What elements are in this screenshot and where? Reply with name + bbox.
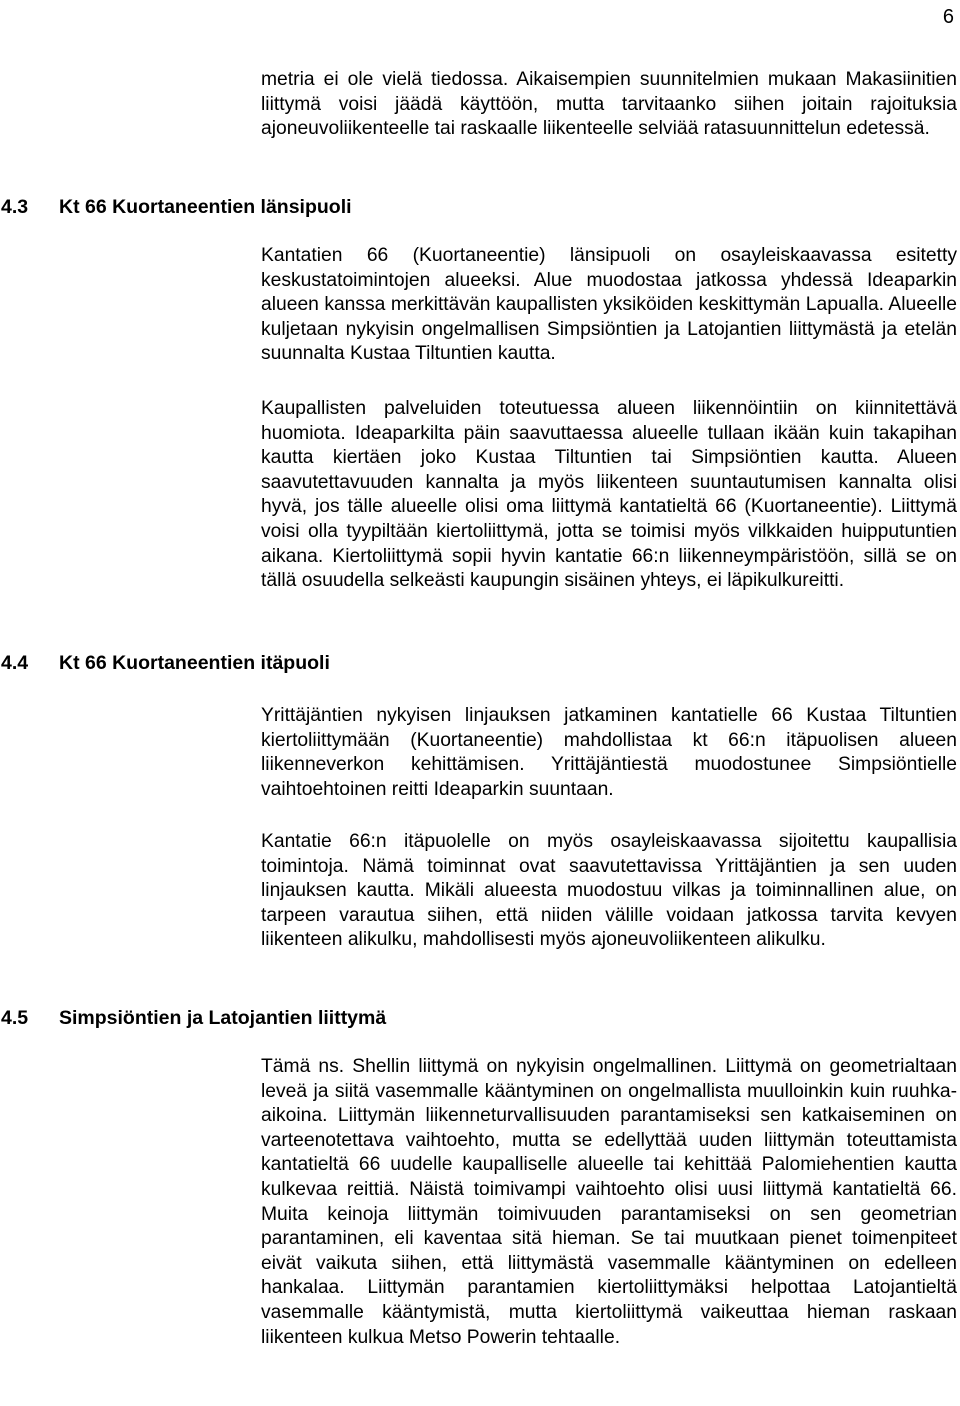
heading-title: Kt 66 Kuortaneentien itäpuoli bbox=[59, 652, 330, 674]
paragraph-junction: Tämä ns. Shellin liittymä on nykyisin ongelmallinen. Liittymä on geometrialtaan leveä ja siitä vasemmalle kääntyminen on ongelmallista muulloinkin kuin ruuhka-aikoina. Liittymän liikenneturvallisuuden parantamiseksi sen katkaiseminen on varteenotettava vaihtoehto, mutta se edellyttää uuden liittymän toteuttamista kantatieltä 66 uudelle kaupalliselle alueelle tai kehittää Palomiehentien kautta kulkevaa reittiä. Näistä toimivampi vaihtoehto olisi uusi liittymä kantatieltä 66. Muita keinoja liittymän toimivuuden parantamiseksi on sen geometrian parantaminen, eli kaventaa sitä hieman. Se tai muutkaan pienet toimenpiteet eivät vaikuta siihen, että liittymästä vasemmalle kääntyminen on edelleen hankalaa. Liittymän parantamien kiertoliittymäksi helpottaa Latojantieltä vasemmalle kääntymistä, mutta kiertoliittymä vaikeuttaa hieman raskaan liikenteen kulkua Metso Powerin tehtaalle. bbox=[261, 1056, 957, 1348]
paragraph-west-side-intro: Kantatien 66 (Kuortaneentie) länsipuoli on osayleiskaavassa esitetty keskustatoimintojen alueeksi. Alue muodostaa jatkossa yhdessä Ideaparkin alueen kanssa merkittävän kaupallisten yksiköiden keskittymän Lapualla. Alueelle kuljetaan nykyisin ongelmallisen Simpsiöntien ja Latojantien liittymästä ja etelän suunnalta Kustaa Tiltuntien kautta. bbox=[261, 245, 957, 365]
paragraph-east-side-commercial: Kantatie 66:n itäpuolelle on myös osayleiskaavassa sijoitettu kaupallisia toimintoja. Nämä toiminnat ovat saavutettavissa Yrittäjäntien ja sen uuden linjauksen kautta. Mikäli alueesta muodostuu vilkas ja toiminnallinen alue, on tarpeen varautua siihen, että niiden välille voidaan jatkossa tarvita kevyen liikenteen alikulku, mahdollisesti myös ajoneuvoliikenteen alikulku. bbox=[261, 831, 957, 951]
heading-title: Simpsiöntien ja Latojantien liittymä bbox=[59, 1007, 387, 1029]
page-number: 6 bbox=[942, 6, 954, 28]
heading-number: 4.5 bbox=[1, 1007, 29, 1029]
paragraph-west-side-traffic: Kaupallisten palveluiden toteutuessa alueen liikennöintiin on kiinnitettävä huomiota. Ideaparkilta päin saavuttaessa alueelle tullaan ikään kuin takapihan kautta kiertäen joko Kustaa Tiltuntien tai Simpsiöntien kautta. Alueen saavutettavuuden kannalta ja myös liikenteen suuntautumisen kannalta olisi hyvä, jos tälle alueelle olisi oma liittymä kantatieltä 66 (Kuortaneentie). Liittymä voisi olla tyypiltään kiertoliittymä, jotta se toimisi myös vilkkaiden huipputuntien aikana. Kiertoliittymä sopii hyvin kantatie 66:n liikenneympäristöön, sillä se on tällä osuudella selkeästi kaupungin sisäinen yhteys, ei läpikulkureitti. bbox=[261, 398, 957, 592]
heading-4-5 bbox=[1, 1007, 386, 1029]
paragraph-east-side-road: Yrittäjäntien nykyisen linjauksen jatkaminen kantatielle 66 Kustaa Tiltuntien kiertoliittymään (Kuortaneentie) mahdollistaa kt 66:n itäpuolisen alueen liikenneverkon kehittämisen. Yrittäjäntiestä muodostunee Simpsiöntielle vaihtoehtoinen reitti Ideaparkin suuntaan. bbox=[261, 705, 957, 800]
paragraph-continuation: metria ei ole vielä tiedossa. Aikaisempien suunnitelmien mukaan Makasiinitien liittymä voisi jäädä käyttöön, mutta tarvitaanko siihen joitain rajoituksia ajoneuvoliikenteelle tai raskaalle liikenteelle selviää ratasuunnittelun edetessä. bbox=[261, 69, 957, 140]
heading-title: Kt 66 Kuortaneentien länsipuoli bbox=[59, 196, 352, 218]
heading-4-4 bbox=[1, 652, 330, 674]
heading-number: 4.3 bbox=[1, 196, 29, 218]
heading-4-3 bbox=[1, 196, 352, 218]
heading-number: 4.4 bbox=[1, 652, 29, 674]
